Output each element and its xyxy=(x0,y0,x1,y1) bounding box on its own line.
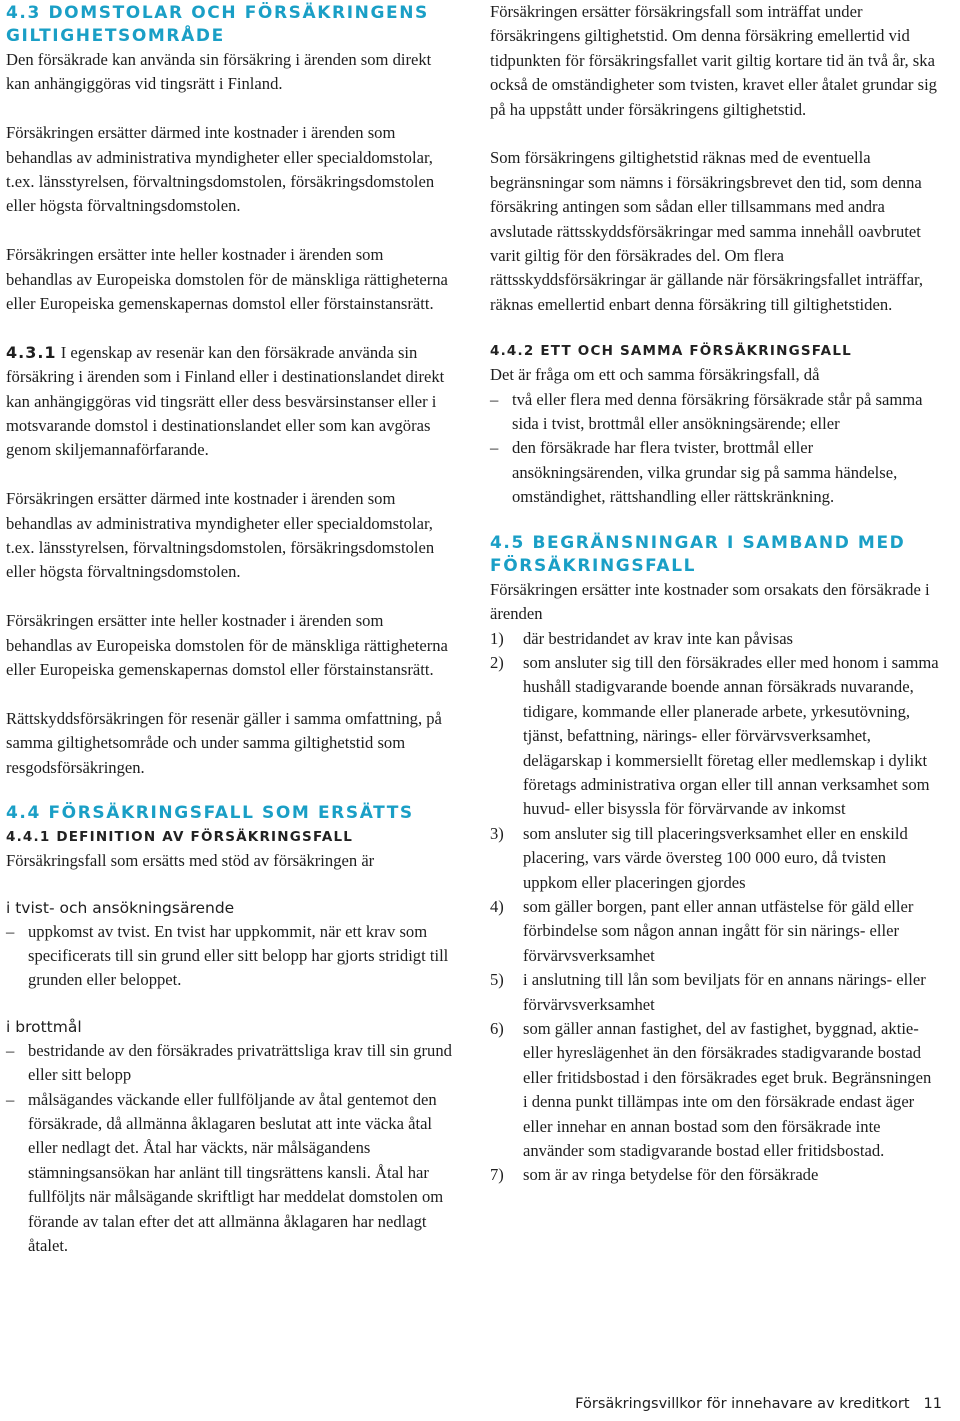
list-number: 2) xyxy=(490,652,504,672)
section-heading-4-4 xyxy=(6,802,452,825)
dash-list-item: – uppkomst av tvist. En tvist har uppkommit, när ett krav som specificerats till sin grund eller sitt belopp har gjorts stridigt till grunden eller beloppet. xyxy=(6,920,452,993)
paragraph: Den försäkrade kan använda sin försäkring i ärenden som direkt kan anhängiggöras vid tingsrätt i Finland. xyxy=(6,50,432,94)
subsection-number: 4.3.1 xyxy=(6,342,57,362)
dash-list-item: – den försäkrade har flera tvister, brottmål eller ansökningsärenden, vilka grundar sig på samma händelse, omständighet, rättshandling eller rättskränkning. xyxy=(490,436,940,509)
paragraph: Försäkringen ersätter inte heller kostnader i ärenden som behandlas av Europeiska domstolen för de mänskliga rättigheterna eller Europeiska gemenskapernas domstol eller förstainstansrätt. xyxy=(6,611,448,680)
paragraph: Försäkringen ersätter inte heller kostnader i ärenden som behandlas av Europeiska domstolen för de mänskliga rättigheterna eller Europeiska gemenskapernas domstol eller förstainstansrätt. xyxy=(6,245,448,314)
list-number: 5) xyxy=(490,970,504,990)
list-number: 4) xyxy=(490,896,504,916)
list-number: 1) xyxy=(490,628,504,648)
section-heading-4-3 xyxy=(6,2,452,48)
list-text: som gäller borgen, pant eller annan utfästelse för gäld eller förbindelse som någon annan ingått för sin närings- eller förvärvsverksamhet xyxy=(523,896,914,965)
list-item xyxy=(490,627,940,651)
list-item xyxy=(490,895,940,968)
paragraph: Det är fråga om ett och samma försäkringsfall, då xyxy=(490,365,820,385)
subheading-brottmal: i brottmål xyxy=(6,1017,82,1036)
section-number: 4.4 xyxy=(6,803,41,824)
paragraph: Som försäkringens giltighetstid räknas med de eventuella begränsningar som nämns i försäkringsbrevet den tid, som denna försäkring antingen som sådan eller tillsammans med andra avslutade rättsskyddsförsäkringar med samma innehåll oavbrutet varit giltig för den försäkrades del. Om flera rättsskyddsförsäkringar är gällande när försäkringsfallet inträffar, räknas emellertid enbart denna försäkring till giltighetstiden. xyxy=(490,148,924,314)
left-column xyxy=(6,0,452,1258)
list-number: 7) xyxy=(490,1165,504,1185)
list-text: i anslutning till lån som beviljats för en annans närings- eller förvärvsverksamhet xyxy=(523,970,926,1014)
list-text: där bestridandet av krav inte kan påvisas xyxy=(523,628,794,648)
limitations-list xyxy=(490,627,940,1188)
list-item xyxy=(490,968,940,1017)
subsection-title: ETT OCH SAMMA FÖRSÄKRINGSFALL xyxy=(540,343,852,360)
right-column xyxy=(490,0,940,1188)
paragraph: Försäkringen ersätter försäkringsfall som inträffat under försäkringens giltighetstid. Om denna försäkring emellertid vid tidpunkten för försäkringsfallet varit giltig kortare tid än två år, ska också de omständigheter som tvisten, kravet eller åtalet grundar sig på ha uppstått under försäkringens giltighetstid. xyxy=(490,2,937,119)
list-text: som ansluter sig till den försäkrades eller med honom i samma hushåll stadigvarande boende annan försäkrads nuvarande, tidigare, kommande eller planerade arbete, yrkesutövning, tjänst, befattning, närings- eller förvärvsverksamhet, delägarskap i kommersiellt företag eller medlemskap i dylikt företags administrativa organ eller till annan verksamhet som huvud- eller bisyssla för förvärvande av inkomst xyxy=(523,652,939,819)
subsection-heading-4-4-2 xyxy=(490,339,940,363)
section-number: 4.3 xyxy=(6,3,41,23)
page-number: 11 xyxy=(923,1396,942,1412)
subsection-title: DEFINITION AV FÖRSÄKRINGSFALL xyxy=(56,829,354,846)
paragraph: Försäkringen ersätter därmed inte kostnader i ärenden som behandlas av administrativa myndigheter eller specialdomstolar, t.ex. länsstyrelsen, förvaltningsdomstolen, försäkringsdomstolen eller högsta förvaltningsdomstolen. xyxy=(6,123,435,216)
list-number: 6) xyxy=(490,1019,504,1039)
footer-title: Försäkringsvillkor för innehavare av kreditkort xyxy=(575,1396,910,1412)
list-item xyxy=(490,1017,940,1163)
list-text: som ansluter sig till placeringsverksamhet eller en enskild placering, vars värde översteg 100 000 euro, då tvisten uppkom eller placeringen gjordes xyxy=(523,823,908,892)
list-item xyxy=(490,1163,940,1187)
section-number: 4.5 xyxy=(490,532,525,553)
section-title: BEGRÄNSNINGAR I SAMBAND MED FÖRSÄKRINGSFALL xyxy=(490,532,906,576)
section-title: FÖRSÄKRINGSFALL SOM ERSÄTTS xyxy=(48,803,414,824)
subsection-number: 4.4.1 xyxy=(6,829,51,846)
paragraph: Försäkringen ersätter därmed inte kostnader i ärenden som behandlas av administrativa myndigheter eller specialdomstolar, t.ex. länsstyrelsen, förvaltningsdomstolen, försäkringsdomstolen eller högsta förvaltningsdomstolen. xyxy=(6,489,435,582)
dash-list-item: – bestridande av den försäkrades privaträttsliga krav till sin grund eller sitt belopp xyxy=(6,1039,452,1088)
paragraph: Försäkringen ersätter inte kostnader som orsakats den försäkrade i ärenden xyxy=(490,579,930,624)
page-footer xyxy=(575,1396,942,1412)
list-text: som är av ringa betydelse för den försäkrade xyxy=(523,1165,819,1185)
section-title: DOMSTOLAR OCH FÖRSÄKRINGENS GILTIGHETSOMRÅDE xyxy=(6,3,429,46)
dash-list-item: – två eller flera med denna försäkring försäkrade står på samma sida i tvist, brottmål eller ansökningsärende; eller xyxy=(490,388,940,437)
paragraph-text: I egenskap av resenär kan den försäkrade använda sin försäkring i ärenden som i Finland eller i destinationslandet direkt kan anhängiggöras vid tingsrätt eller dess besvärsinstanser eller i motsvarande domstol i destinationslandet eller som kan avgöras genom skiljemannaförfarande. xyxy=(6,342,445,460)
list-text: som gäller annan fastighet, del av fastighet, byggnad, aktie- eller hyreslägenhet än den försäkrades stadigvarande bostad eller fritidsbostad i den försäkrades eget bruk. Begränsningen i denna punkt tillämpas inte om den försäkrade endast äger eller innehar en annan bostad som den försäkrade inte använder som stadigvarande bostad eller fritidsbostad. xyxy=(523,1019,932,1161)
dash-list-item: – målsägandes väckande eller fullföljande av åtal gentemot den försäkrade, då allmänna åklagaren beslutat att inte väcka åtal eller nedlagt det. Åtal har väckts, när målsägandens stämningsansökan har anlänt till tingsrättens kansli. Åtal har fullföljts när målsägande skriftligt har meddelat domstolen om förande av talan efter det att allmänna åklagaren har nedlagt åtalet. xyxy=(6,1088,452,1259)
list-item xyxy=(490,822,940,895)
section-heading-4-5 xyxy=(490,532,940,578)
list-item xyxy=(490,651,940,822)
subheading-tvist: i tvist- och ansökningsärende xyxy=(6,898,235,917)
paragraph-4-3-1 xyxy=(6,341,452,463)
paragraph: Försäkringsfall som ersätts med stöd av försäkringen är xyxy=(6,851,375,871)
paragraph: Rättskyddsförsäkringen för resenär gäller i samma omfattning, på samma giltighetsområde och under samma giltighetstid som resgodsförsäkringen. xyxy=(6,708,442,777)
subsection-number: 4.4.2 xyxy=(490,343,535,360)
subsection-heading-4-4-1 xyxy=(6,825,452,849)
list-number: 3) xyxy=(490,823,504,843)
